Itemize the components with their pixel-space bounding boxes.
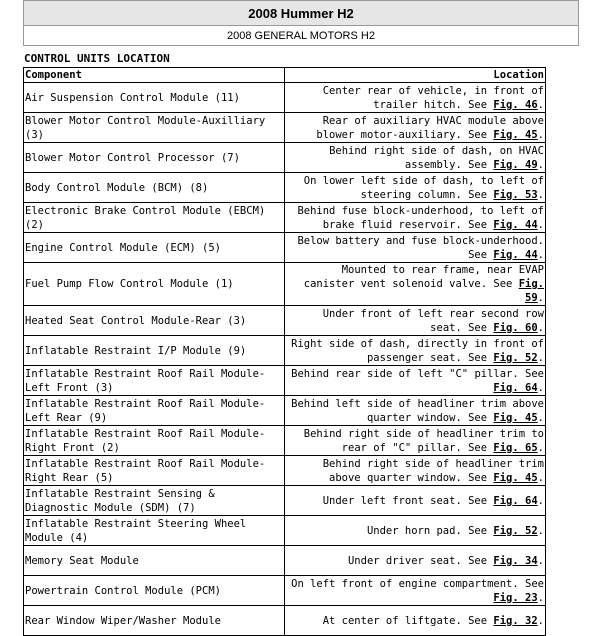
figure-link[interactable]: Fig. 49 <box>493 158 538 171</box>
location-text: Behind fuse block-underhood, to left of brake fluid reservoir. <box>297 204 544 231</box>
see-label: See <box>468 248 488 261</box>
location-text: Behind right side of headliner trim above quarter window. <box>322 457 544 484</box>
figure-link[interactable]: Fig. 64 <box>493 381 538 394</box>
location-cell: On lower left side of dash, to left of steering column. See Fig. 53. <box>285 173 546 203</box>
location-cell: Rear of auxiliary HVAC module above blower motor-auxiliary. See Fig. 45. <box>285 113 546 143</box>
location-cell: Mounted to rear frame, near EVAP canister vent solenoid valve. See Fig. 59. <box>285 263 546 306</box>
table-row <box>24 203 546 233</box>
table-row <box>24 233 546 263</box>
see-label: See <box>468 351 488 364</box>
see-label: See <box>493 278 513 290</box>
location-cell: Behind fuse block-underhood, to left of brake fluid reservoir. See Fig. 44. <box>285 203 546 233</box>
location-cell: Behind rear side of left "C" pillar. See Fig. 64. <box>285 366 546 396</box>
component-cell: Rear Window Wiper/Washer Module <box>24 606 285 636</box>
location-text: Behind right side of dash, on HVAC assembly. <box>329 144 544 171</box>
figure-link[interactable]: Fig. 64 <box>493 494 538 507</box>
section-title: CONTROL UNITS LOCATION <box>24 52 170 65</box>
figure-link[interactable]: Fig. 45 <box>493 411 538 424</box>
table-row <box>24 263 546 306</box>
table-row <box>24 606 546 636</box>
component-cell: Fuel Pump Flow Control Module (1) <box>24 263 285 306</box>
figure-link[interactable]: Fig. 44 <box>493 218 538 231</box>
table-row <box>24 456 546 486</box>
see-label: See <box>468 158 488 171</box>
figure-link[interactable]: Fig. 60 <box>493 321 538 334</box>
location-text: On lower left side of dash, to left of steering column. <box>303 174 544 201</box>
see-label: See <box>468 218 488 231</box>
table-row <box>24 486 546 516</box>
location-cell: Under horn pad. See Fig. 52. <box>285 516 546 546</box>
component-cell: Air Suspension Control Module (11) <box>24 83 285 113</box>
table-row <box>24 306 546 336</box>
location-cell: On left front of engine compartment. See Fig. 23. <box>285 576 546 606</box>
location-cell: Under driver seat. See Fig. 34. <box>285 546 546 576</box>
component-cell: Body Control Module (BCM) (8) <box>24 173 285 203</box>
component-cell: Heated Seat Control Module-Rear (3) <box>24 306 285 336</box>
document-header <box>23 0 579 46</box>
component-cell: Inflatable Restraint Sensing & Diagnostic Module (SDM) (7) <box>24 486 285 516</box>
table-row <box>24 143 546 173</box>
component-cell: Inflatable Restraint Roof Rail Module-Left Rear (9) <box>24 396 285 426</box>
see-label: See <box>468 321 488 334</box>
see-label: See <box>468 494 488 507</box>
component-cell: Inflatable Restraint Roof Rail Module-Left Front (3) <box>24 366 285 396</box>
component-cell: Powertrain Control Module (PCM) <box>24 576 285 606</box>
location-cell: Center rear of vehicle, in front of trailer hitch. See Fig. 46. <box>285 83 546 113</box>
figure-link[interactable]: Fig. 52 <box>493 351 538 364</box>
location-text: Under driver seat. <box>347 554 462 567</box>
component-cell: Blower Motor Control Processor (7) <box>24 143 285 173</box>
figure-link[interactable]: Fig. 32 <box>493 614 538 627</box>
figure-link[interactable]: Fig. 45 <box>493 128 538 141</box>
table-row <box>24 516 546 546</box>
location-text: Below battery and fuse block-underhood. <box>297 234 544 247</box>
see-label: See <box>468 554 488 567</box>
component-cell: Electronic Brake Control Module (EBCM) (2) <box>24 203 285 233</box>
table-row <box>24 396 546 426</box>
table-row <box>24 546 546 576</box>
location-text: Behind rear side of left "C" pillar. <box>291 367 519 380</box>
location-cell: Behind right side of dash, on HVAC assembly. See Fig. 49. <box>285 143 546 173</box>
component-cell: Blower Motor Control Module-Auxilliary (3) <box>24 113 285 143</box>
component-cell: Inflatable Restraint Roof Rail Module-Right Front (2) <box>24 426 285 456</box>
figure-link[interactable]: Fig. 44 <box>493 248 538 261</box>
table-body <box>24 83 546 636</box>
location-column-header: Location <box>285 68 546 83</box>
control-units-table <box>23 67 546 636</box>
location-text: Center rear of vehicle, in front of trailer hitch. <box>322 84 544 111</box>
location-text: At center of liftgate. <box>322 614 462 627</box>
location-text: Under left front seat. <box>322 494 462 507</box>
see-label: See <box>468 441 488 454</box>
location-text: Rear of auxiliary HVAC module above blower motor-auxiliary. <box>316 114 544 141</box>
location-text: Behind left side of headliner trim above quarter window. <box>291 397 544 424</box>
see-label: See <box>468 188 488 201</box>
component-cell: Inflatable Restraint Roof Rail Module-Right Rear (5) <box>24 456 285 486</box>
component-cell: Inflatable Restraint I/P Module (9) <box>24 336 285 366</box>
table-row <box>24 113 546 143</box>
component-cell: Engine Control Module (ECM) (5) <box>24 233 285 263</box>
figure-link[interactable]: Fig. 59 <box>518 278 544 304</box>
table-row <box>24 336 546 366</box>
figure-link[interactable]: Fig. 34 <box>493 554 538 567</box>
figure-link[interactable]: Fig. 45 <box>493 471 538 484</box>
see-label: See <box>468 524 488 537</box>
location-text: Mounted to rear frame, near EVAP canister vent solenoid valve. <box>303 264 544 290</box>
location-text: Behind right side of headliner trim to rear of "C" pillar. <box>303 427 544 454</box>
location-cell: Under left front seat. See Fig. 64. <box>285 486 546 516</box>
see-label: See <box>468 471 488 484</box>
location-cell: At center of liftgate. See Fig. 32. <box>285 606 546 636</box>
table-row <box>24 366 546 396</box>
table-row <box>24 426 546 456</box>
location-cell: Under front of left rear second row seat. See Fig. 60. <box>285 306 546 336</box>
see-label: See <box>525 367 544 380</box>
see-label: See <box>468 411 488 424</box>
location-cell: Behind right side of headliner trim above quarter window. See Fig. 45. <box>285 456 546 486</box>
see-label: See <box>468 98 488 111</box>
location-text: On left front of engine compartment. <box>291 577 519 590</box>
component-cell: Memory Seat Module <box>24 546 285 576</box>
component-cell: Inflatable Restraint Steering Wheel Module (4) <box>24 516 285 546</box>
figure-link[interactable]: Fig. 46 <box>493 98 538 111</box>
see-label: See <box>468 128 488 141</box>
location-text: Under front of left rear second row seat. <box>322 307 544 334</box>
location-cell: Behind right side of headliner trim to rear of "C" pillar. See Fig. 65. <box>285 426 546 456</box>
location-text: Right side of dash, directly in front of passenger seat. <box>291 337 544 364</box>
see-label: See <box>525 577 544 590</box>
see-label: See <box>468 614 488 627</box>
figure-link[interactable]: Fig. 23 <box>493 591 538 604</box>
document-subtitle: 2008 GENERAL MOTORS H2 <box>24 26 578 45</box>
component-column-header: Component <box>24 68 285 83</box>
figure-link[interactable]: Fig. 53 <box>493 188 538 201</box>
location-cell: Behind left side of headliner trim above quarter window. See Fig. 45. <box>285 396 546 426</box>
figure-link[interactable]: Fig. 65 <box>493 441 538 454</box>
table-header-row <box>24 68 546 83</box>
location-cell: Below battery and fuse block-underhood. See Fig. 44. <box>285 233 546 263</box>
location-cell: Right side of dash, directly in front of passenger seat. See Fig. 52. <box>285 336 546 366</box>
table-row <box>24 83 546 113</box>
document-title: 2008 Hummer H2 <box>24 1 578 26</box>
table-row <box>24 173 546 203</box>
table-row <box>24 576 546 606</box>
location-text: Under horn pad. <box>366 524 462 537</box>
figure-link[interactable]: Fig. 52 <box>493 524 538 537</box>
